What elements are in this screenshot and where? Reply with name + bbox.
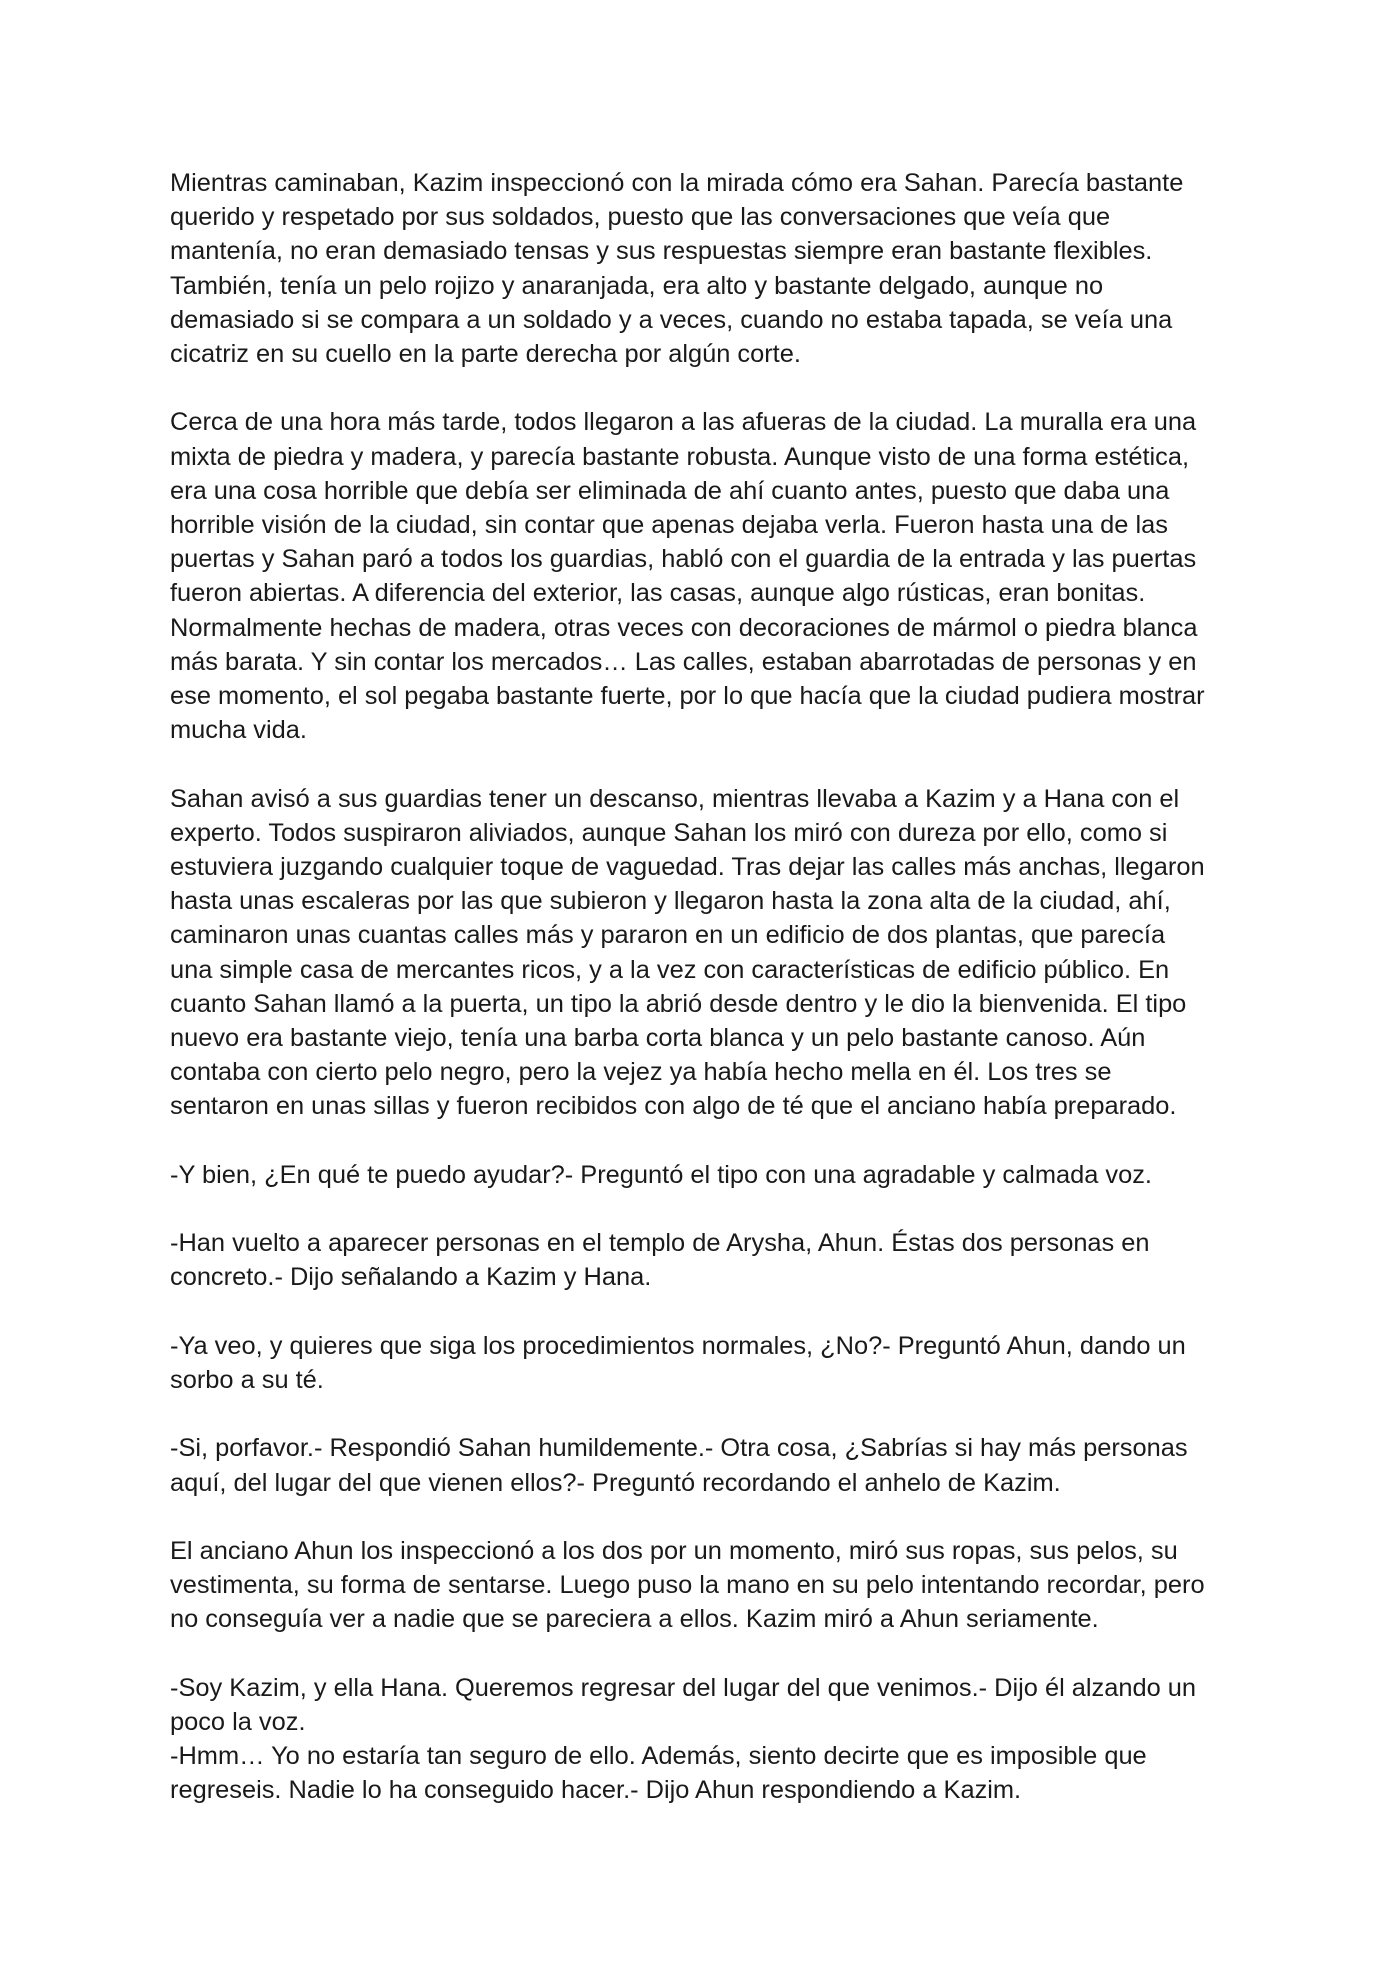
text-line: sorbo a su té. bbox=[170, 1366, 324, 1395]
text-line: más barata. Y sin contar los mercados… Las calles, estaban abarrotadas de personas y en bbox=[170, 647, 1197, 676]
text-line: aquí, del lugar del que vienen ellos?- Preguntó recordando el anhelo de Kazim. bbox=[170, 1468, 1061, 1497]
text-line: demasiado si se compara a un soldado y a veces, cuando no estaba tapada, se veía una bbox=[170, 305, 1173, 334]
text-line: no conseguía ver a nadie que se pareciera a ellos. Kazim miró a Ahun seriamente. bbox=[170, 1605, 1099, 1634]
text-line: contaba con cierto pelo negro, pero la vejez ya había hecho mella en él. Los tres se bbox=[170, 1058, 1112, 1087]
text-line: poco la voz. bbox=[170, 1708, 306, 1737]
paragraph-3 bbox=[170, 782, 1245, 1124]
text-line: mixta de piedra y madera, y parecía bastante robusta. Aunque visto de una forma estética, bbox=[170, 442, 1190, 471]
text-line: vestimenta, su forma de sentarse. Luego puso la mano en su pelo intentando recordar, pero bbox=[170, 1571, 1205, 1600]
text-line: puertas y Sahan paró a todos los guardias, habló con el guardia de la entrada y las puertas bbox=[170, 545, 1197, 574]
text-line: Cerca de una hora más tarde, todos llegaron a las afueras de la ciudad. La muralla era una bbox=[170, 408, 1197, 437]
text-line: era una cosa horrible que debía ser eliminada de ahí cuanto antes, puesto que daba una bbox=[170, 476, 1170, 505]
text-line: sentaron en unas sillas y fueron recibidos con algo de té que el anciano había preparado. bbox=[170, 1092, 1177, 1121]
text-line: mantenía, no eran demasiado tensas y sus respuestas siempre eran bastante flexibles. bbox=[170, 237, 1153, 266]
paragraph-10 bbox=[170, 1739, 1245, 1807]
text-line: cicatriz en su cuello en la parte derecha por algún corte. bbox=[170, 340, 801, 369]
text-line: nuevo era bastante viejo, tenía una barba corta blanca y un pelo bastante canoso. Aún bbox=[170, 1024, 1146, 1053]
paragraph-5 bbox=[170, 1226, 1245, 1294]
text-line: caminaron unas cuantas calles más y pararon en un edificio de dos plantas, que parecía bbox=[170, 921, 1166, 950]
paragraph-8 bbox=[170, 1534, 1245, 1637]
text-line: -Y bien, ¿En qué te puedo ayudar?- Preguntó el tipo con una agradable y calmada voz. bbox=[170, 1160, 1152, 1189]
text-line: Normalmente hechas de madera, otras veces con decoraciones de mármol o piedra blanca bbox=[170, 613, 1198, 642]
text-line: Mientras caminaban, Kazim inspeccionó con la mirada cómo era Sahan. Parecía bastante bbox=[170, 169, 1184, 197]
text-line: -Soy Kazim, y ella Hana. Queremos regresar del lugar del que venimos.- Dijo él alzando un bbox=[170, 1673, 1197, 1702]
text-line: fueron abiertas. A diferencia del exterior, las casas, aunque algo rústicas, eran bonitas. bbox=[170, 579, 1146, 608]
paragraph-7 bbox=[170, 1431, 1245, 1499]
text-line: -Si, porfavor.- Respondió Sahan humildemente.- Otra cosa, ¿Sabrías si hay más personas bbox=[170, 1434, 1188, 1463]
text-line: querido y respetado por sus soldados, puesto que las conversaciones que veía que bbox=[170, 203, 1111, 232]
paragraph-2 bbox=[170, 405, 1245, 747]
text-line: mucha vida. bbox=[170, 716, 307, 745]
document-body bbox=[170, 166, 1245, 1842]
text-line: concreto.- Dijo señalando a Kazim y Hana. bbox=[170, 1263, 652, 1292]
text-line: hasta unas escaleras por las que subieron y llegaron hasta la zona alta de la ciudad, ahí, bbox=[170, 887, 1171, 916]
paragraph-4 bbox=[170, 1158, 1245, 1192]
text-line: -Han vuelto a aparecer personas en el templo de Arysha, Ahun. Éstas dos personas en bbox=[170, 1229, 1150, 1258]
text-line: una simple casa de mercantes ricos, y a la vez con características de edificio público. En bbox=[170, 955, 1170, 984]
paragraph-1 bbox=[170, 166, 1245, 371]
text-line: -Ya veo, y quieres que siga los procedimientos normales, ¿No?- Preguntó Ahun, dando un bbox=[170, 1331, 1186, 1360]
text-line: -Hmm… Yo no estaría tan seguro de ello. Además, siento decirte que es imposible que bbox=[170, 1742, 1147, 1771]
text-line: experto. Todos suspiraron aliviados, aunque Sahan los miró con dureza por ello, como si bbox=[170, 818, 1168, 847]
text-line: cuanto Sahan llamó a la puerta, un tipo la abrió desde dentro y le dio la bienvenida. El tipo bbox=[170, 989, 1187, 1018]
text-line: regreseis. Nadie lo ha conseguido hacer.- Dijo Ahun respondiendo a Kazim. bbox=[170, 1776, 1022, 1805]
text-line: estuviera juzgando cualquier toque de vaguedad. Tras dejar las calles más anchas, llegaron bbox=[170, 853, 1205, 882]
text-line: También, tenía un pelo rojizo y anaranjada, era alto y bastante delgado, aunque no bbox=[170, 271, 1104, 300]
text-line: horrible visión de la ciudad, sin contar que apenas dejaba verla. Fueron hasta una de las bbox=[170, 511, 1168, 540]
text-line: Sahan avisó a sus guardias tener un descanso, mientras llevaba a Kazim y a Hana con el bbox=[170, 784, 1180, 813]
paragraph-6 bbox=[170, 1329, 1245, 1397]
text-line: ese momento, el sol pegaba bastante fuerte, por lo que hacía que la ciudad pudiera mostrar bbox=[170, 682, 1205, 711]
text-line: El anciano Ahun los inspeccionó a los dos por un momento, miró sus ropas, sus pelos, su bbox=[170, 1537, 1178, 1566]
paragraph-9 bbox=[170, 1671, 1245, 1739]
